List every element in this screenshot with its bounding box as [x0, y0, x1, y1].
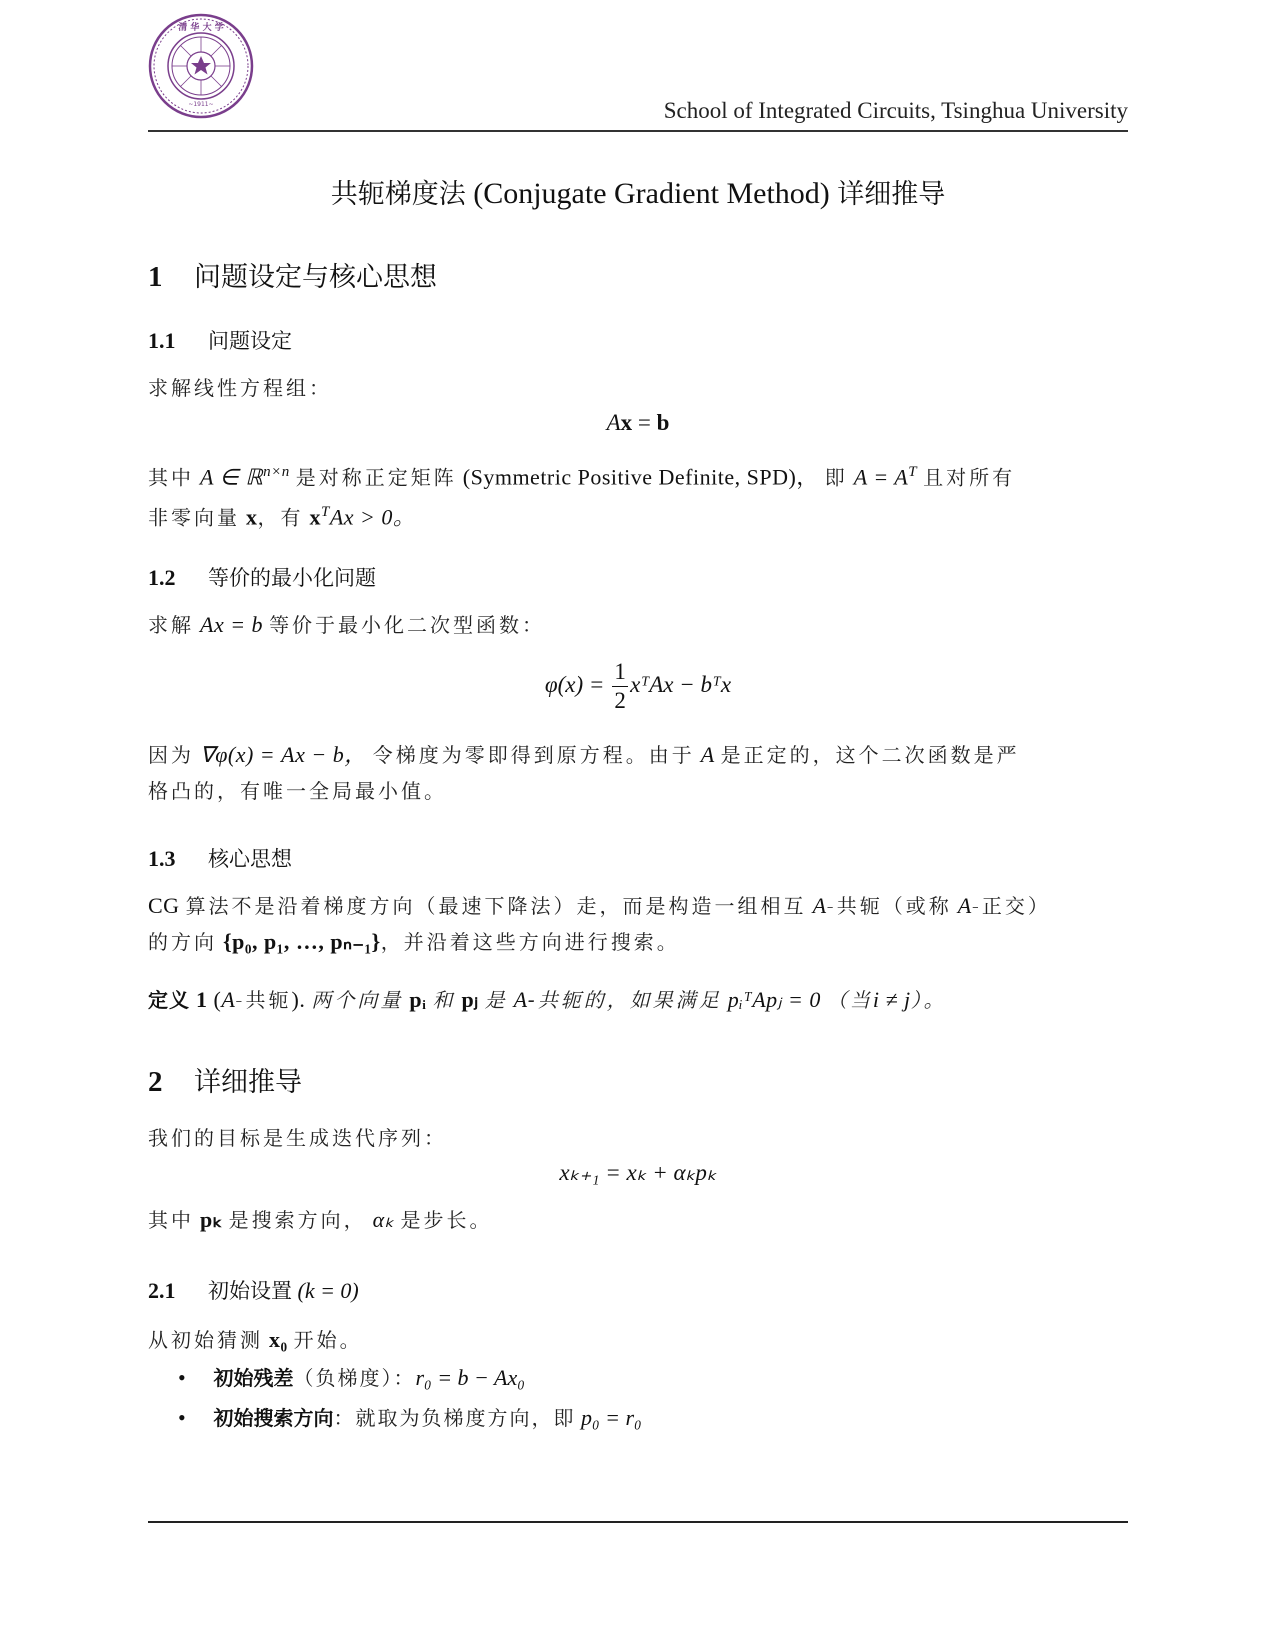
footer-rule [148, 1521, 1128, 1523]
paragraph: 其中 A ∈ ℝ$^{n\times n}$ 是对称正定矩阵 (Symmetric Positive Definite, SPD)， 即 $A = A^T$ 且对所有 非零向量 x，有 $x^TAx > 0$。 [148, 464, 1016, 530]
subsection-heading: 1.3 核心思想 [148, 846, 292, 871]
section-heading: 2 详细推导 [148, 1066, 302, 1098]
svg-text:清 华 大 学: 清 华 大 学 [178, 23, 224, 33]
svg-text:~1911~: ~1911~ [188, 101, 214, 108]
subsection-heading: 2.1 初始设置 (k = 0) [148, 1278, 359, 1303]
paragraph: 其中 pₖ 是搜索方向， αₖ 是步长。 [148, 1207, 493, 1232]
subsection-heading: 1.2 等价的最小化问题 [148, 565, 376, 590]
paragraph: 求解 Ax = b 等价于最小化二次型函数： [148, 612, 546, 637]
paragraph: 求解线性方程组： [148, 376, 332, 400]
document-title: 共轭梯度法 (Conjugate Gradient Method) 详细推导 [330, 177, 946, 210]
subsection-heading: 1.1 问题设定 [148, 328, 292, 353]
paragraph: 从初始猜测 x₀ 开始。 [148, 1327, 363, 1352]
header-rule [148, 130, 1128, 132]
equation: xₖ₊₁ = xₖ + αₖpₖ [559, 1160, 717, 1185]
definition: 定义 1 (A-共轭). 两个向量 pᵢ 和 pⱼ 是 A-共轭的，如果满足 pᵢᵀApⱼ = 0 （当i ≠ j）。 [148, 987, 947, 1012]
equation: Ax = b [606, 410, 670, 435]
document-page [148, 0, 1128, 1650]
list-item: • 初始搜索方向：就取为负梯度方向，即 p₀ = r₀ [178, 1398, 642, 1438]
university-seal-icon [148, 13, 254, 119]
equation: φ(x) = $\frac{1}{2}$ xᵀAx − bᵀx [544, 659, 732, 713]
list-item: • 初始残差（负梯度）：r₀ = b − Ax₀ [178, 1358, 642, 1398]
paragraph: 我们的目标是生成迭代序列： [148, 1126, 447, 1150]
header-institution: School of Integrated Circuits, Tsinghua University [663, 98, 1128, 123]
paragraph: CG 算法不是沿着梯度方向（最速下降法）走，而是构造一组相互 A-共轭（或称 A-正交） 的方向 {p₀, p₁, …, pₙ₋₁}，并沿着这些方向进行搜索。 [148, 893, 1051, 954]
section-heading: 1 问题设定与核心思想 [148, 261, 437, 293]
paragraph: 因为 ∇φ(x) = Ax − b， 令梯度为零即得到原方程。由于 A 是正定的，这个二次函数是严 格凸的，有唯一全局最小值。 [148, 742, 1020, 803]
bullet-list [178, 1358, 642, 1438]
